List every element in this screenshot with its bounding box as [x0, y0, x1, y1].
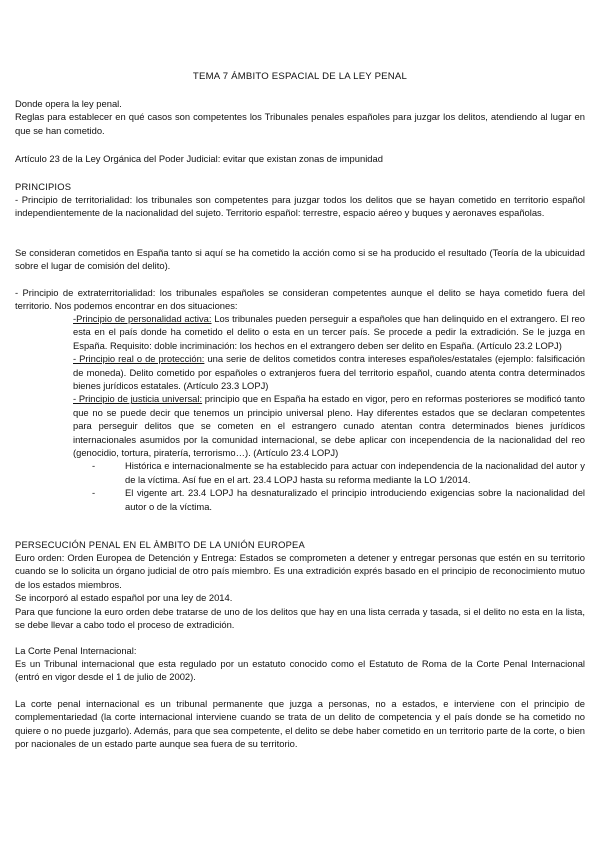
intro-section	[15, 97, 585, 137]
justicia-universal-text: principio que en España ha estado en vigor, pero en reformas posteriores se modificó tanto que no se puede decir que tenemos un principio universal pleno. Hay diferentes estados que se declaran competentes para perseguir delitos que se cometen en el estrangero cunado atentan contra determinados bienes jurídicos internacionales asumidos por la comunidad internacional, se debe aplicar con incependencia de la nacionalidad del reo (genocidio, tortura, piratería, terrorismo…). (Artículo 23.4 LOPJ)	[73, 393, 586, 459]
territorialidad-paragraph: - Principio de territorialidad: los tribunales son competentes para juzgar todos los delitos que se hayan cometido en territorio español independientemente de la nacionalidad del sujeto. Territorio español: terrestre, espacio aéreo y buques y aeronaves españolas.	[15, 194, 585, 219]
intro-paragraph: Reglas para establecer en qué casos son competentes los Tribunales penales españoles para juzgar los delitos, atendiendo al lugar en que se han cometido.	[15, 111, 585, 136]
personalidad-activa-paragraph	[73, 312, 585, 352]
funcione-paragraph: Para que funcione la euro orden debe tratarse de uno de los delitos que hay en una lista cerrada y tasada, si el delito no esta en la lista, se debe llevar a cabo todo el proceso de extradición.	[15, 605, 585, 631]
universal-bullet-list	[15, 459, 585, 513]
euro-orden-paragraph: Euro orden: Orden Europea de Detención y Entrega: Estados se comprometen a detener y entregar personas que estén en su territorio cuando se lo solicita un órgano judicial de otro país miembro. Es una extradición exprés basado en el principio de reconocimiento mutuo de los estados miembros.	[15, 552, 585, 590]
principios-heading: PRINCIPIOS	[15, 181, 72, 192]
personalidad-activa-label: -Principio de personalidad activa:	[73, 313, 212, 324]
intro-line: Donde opera la ley penal.	[15, 98, 122, 109]
corte-permanente-paragraph: La corte penal internacional es un tribunal permanente que juzga a personas, no a estados, e interviene con el principio de complementariedad (la corte internacional interviene cuando se trata de un delito de competencia y el país donde se ha cometido no quiere o no puede juzgarlo). Además, para que sea competente, el delito se debe haber cometido en un territorio parte de la corte, o bien por nacionales de un estado parte aunque sea fuera de su territorio.	[15, 698, 585, 750]
bullet-dash: -	[92, 487, 96, 499]
personalidad-activa-text: Los tribunales pueden perseguir a españoles que han delinquido en el extrangero. El reo esta en el país donde ha cometido el delito o esta en un tercer país. Se procede a pedir la extradición. Se le juzga en España. Requisito: doble incriminación: los hechos en el extrangero deben ser delito en España. (Artículo 23.2 LOPJ)	[73, 313, 585, 351]
persecucion-heading: PERSECUCIÓN PENAL EN EL ÀMBITO DE LA UNIÓN EUROPEA	[15, 539, 305, 550]
real-proteccion-paragraph	[73, 352, 585, 392]
incorporo-line: Se incorporó al estado español por una ley de 2014.	[15, 592, 233, 604]
justicia-universal-paragraph	[73, 392, 585, 459]
ubicuidad-paragraph: Se consideran cometidos en España tanto si aquí se ha cometido la acción como si se ha producido el resultado (Teoría de la ubicuidad sobre el lugar de comisión del delito).	[15, 247, 585, 272]
list-item: - El vigente art. 23.4 LOPJ ha desnaturalizado el principio introduciendo exigencias sobre la nacionalidad del autor o de la víctima.	[92, 487, 585, 512]
justicia-universal-label: - Principio de justicia universal:	[73, 393, 203, 405]
article-23-line: Artículo 23 de la Ley Orgánica del Poder Judicial: evitar que existan zonas de impunidad	[15, 153, 383, 164]
real-proteccion-text: una serie de delitos cometidos contra intereses españoles/estatales (ejemplo: falsificación de moneda). Delito cometido por españoles o extranjeros fuera del territorio español, cuando atenta contra determinados bienes jurídicos estatales. (Artículo 23.3 LOPJ)	[73, 353, 585, 392]
document-title: TEMA 7 ÁMBITO ESPACIAL DE LA LEY PENAL	[192, 71, 408, 82]
sub-principles	[15, 312, 585, 513]
corte-tribunal-paragraph: Es un Tribunal internacional que esta regulado por un estatuto conocido como el Estatuto de Roma de la Corte Penal Internacional (entró en vigor desde el 1 de julio de 2002).	[15, 658, 585, 683]
corte-heading: La Corte Penal Internacional:	[15, 645, 137, 656]
persecucion-section	[15, 551, 585, 631]
list-item: - Histórica e internacionalmente se ha establecido para actuar con independencia de la nacionalidad del autor y de la víctima. Así fue en el art. 23.4 LOPJ hasta su reforma mediante la LO 1/2014.	[92, 460, 585, 485]
extraterritorialidad-paragraph: - Principio de extraterritorialidad: los tribunales españoles se consideran competentes aunque el delito se haya cometido fuera del territorio. Nos podemos encontrar en dos situaciones:	[15, 287, 585, 312]
real-proteccion-label: - Principio real o de protección:	[73, 353, 205, 365]
bullet-dash: -	[92, 460, 96, 472]
